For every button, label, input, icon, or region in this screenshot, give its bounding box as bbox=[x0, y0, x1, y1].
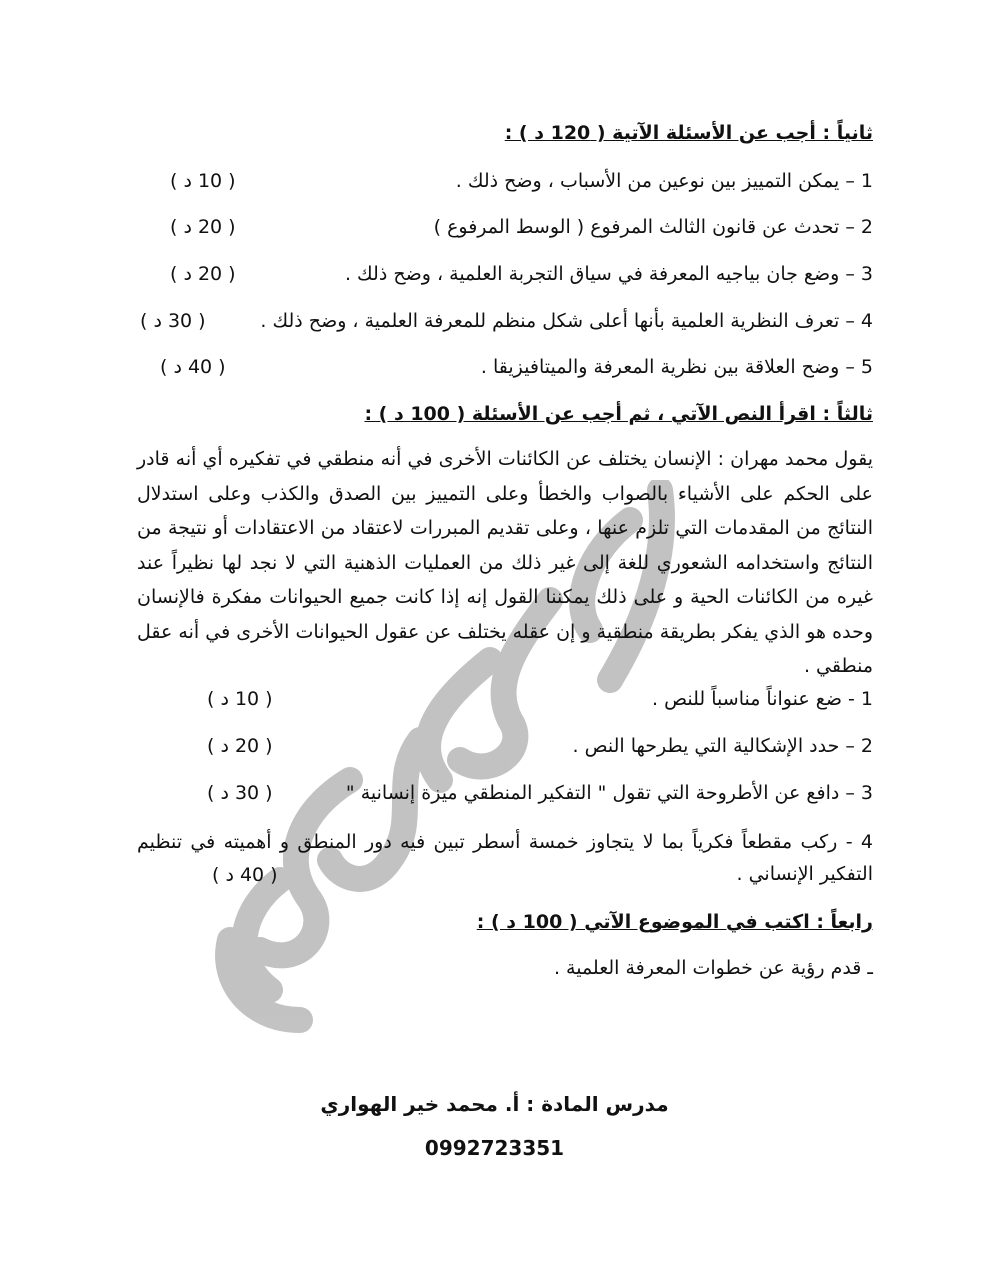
section3-passage: يقول محمد مهران : الإنسان يختلف عن الكائنات الأخرى في أنه منطقي في تفكيره أي أنه قادر على الحكم على الأشياء بالصواب والخطأ وعلى التمييز بين الصدق والكذب وعلى استدلال النتائج من المقدمات التي تلزم عنها ، وعلى تقديم المبررات لاعتقاد من الاعتقادات أو نتيجة من النتائج واستخدامه الشعوري للغة إلى غير ذلك من العمليات الذهنية التي لا نجد لها نظيراً عند غيره من الكائنات الحية و على ذلك يمكننا القول إنه إذا كانت جميع الحيوانات مفكرة فالإنسان وحده هو الذي يفكر بطريقة منطقية و إن عقله يختلف عن عقول الحيوانات الأخرى في أنه عقل منطقي . bbox=[137, 448, 873, 677]
section2-heading: ثانياً : أجب عن الأسئلة الآتية ( 120 د ) : bbox=[504, 122, 873, 144]
section3-question-1: 1 - ضع عنواناً مناسباً للنص . bbox=[652, 688, 873, 710]
section3-question-2: 2 – حدد الإشكالية التي يطرحها النص . bbox=[572, 735, 873, 757]
section4-heading: رابعاً : اكتب في الموضوع الآتي ( 100 د ) : bbox=[476, 911, 873, 933]
section2-mark-2: ( 20 د ) bbox=[170, 216, 236, 238]
section2-mark-5: ( 40 د ) bbox=[160, 356, 226, 378]
section2-question-3: 3 – وضع جان بياجيه المعرفة في سياق التجربة العلمية ، وضح ذلك . bbox=[344, 263, 873, 285]
section2-question-1: 1 – يمكن التمييز بين نوعين من الأسباب ، وضح ذلك . bbox=[455, 170, 873, 192]
section2-mark-3: ( 20 د ) bbox=[170, 263, 236, 285]
section3-mark-2: ( 20 د ) bbox=[207, 735, 273, 757]
section3-mark-3: ( 30 د ) bbox=[207, 782, 273, 804]
section2-question-4: 4 – تعرف النظرية العلمية بأنها أعلى شكل منظم للمعرفة العلمية ، وضح ذلك . bbox=[260, 310, 873, 332]
section2-mark-1: ( 10 د ) bbox=[170, 170, 236, 192]
section2-question-2: 2 – تحدث عن قانون الثالث المرفوع ( الوسط المرفوع ) bbox=[433, 216, 873, 238]
section4-topic: ـ قدم رؤية عن خطوات المعرفة العلمية . bbox=[553, 957, 873, 979]
teacher-phone: 0992723351 bbox=[424, 1136, 565, 1160]
section2-mark-4: ( 30 د ) bbox=[140, 310, 206, 332]
section3-mark-1: ( 10 د ) bbox=[207, 688, 273, 710]
section3-question-3: 3 – دافع عن الأطروحة التي تقول " التفكير المنطقي ميزة إنسانية " bbox=[345, 782, 873, 804]
teacher-name: مدرس المادة : أ. محمد خير الهواري bbox=[320, 1092, 669, 1116]
section2-question-5: 5 – وضح العلاقة بين نظرية المعرفة والميتافيزيقا . bbox=[480, 356, 873, 378]
section3-mark-4: ( 40 د ) bbox=[212, 864, 278, 886]
section3-question-4: 4 - ركب مقطعاً فكرياً بما لا يتجاوز خمسة أسطر تبين فيه دور المنطق و أهميته في تنظيم التفكير الإنساني . bbox=[137, 831, 873, 885]
section3-heading: ثالثاً : اقرأ النص الآتي ، ثم أجب عن الأسئلة ( 100 د ) : bbox=[364, 403, 873, 425]
